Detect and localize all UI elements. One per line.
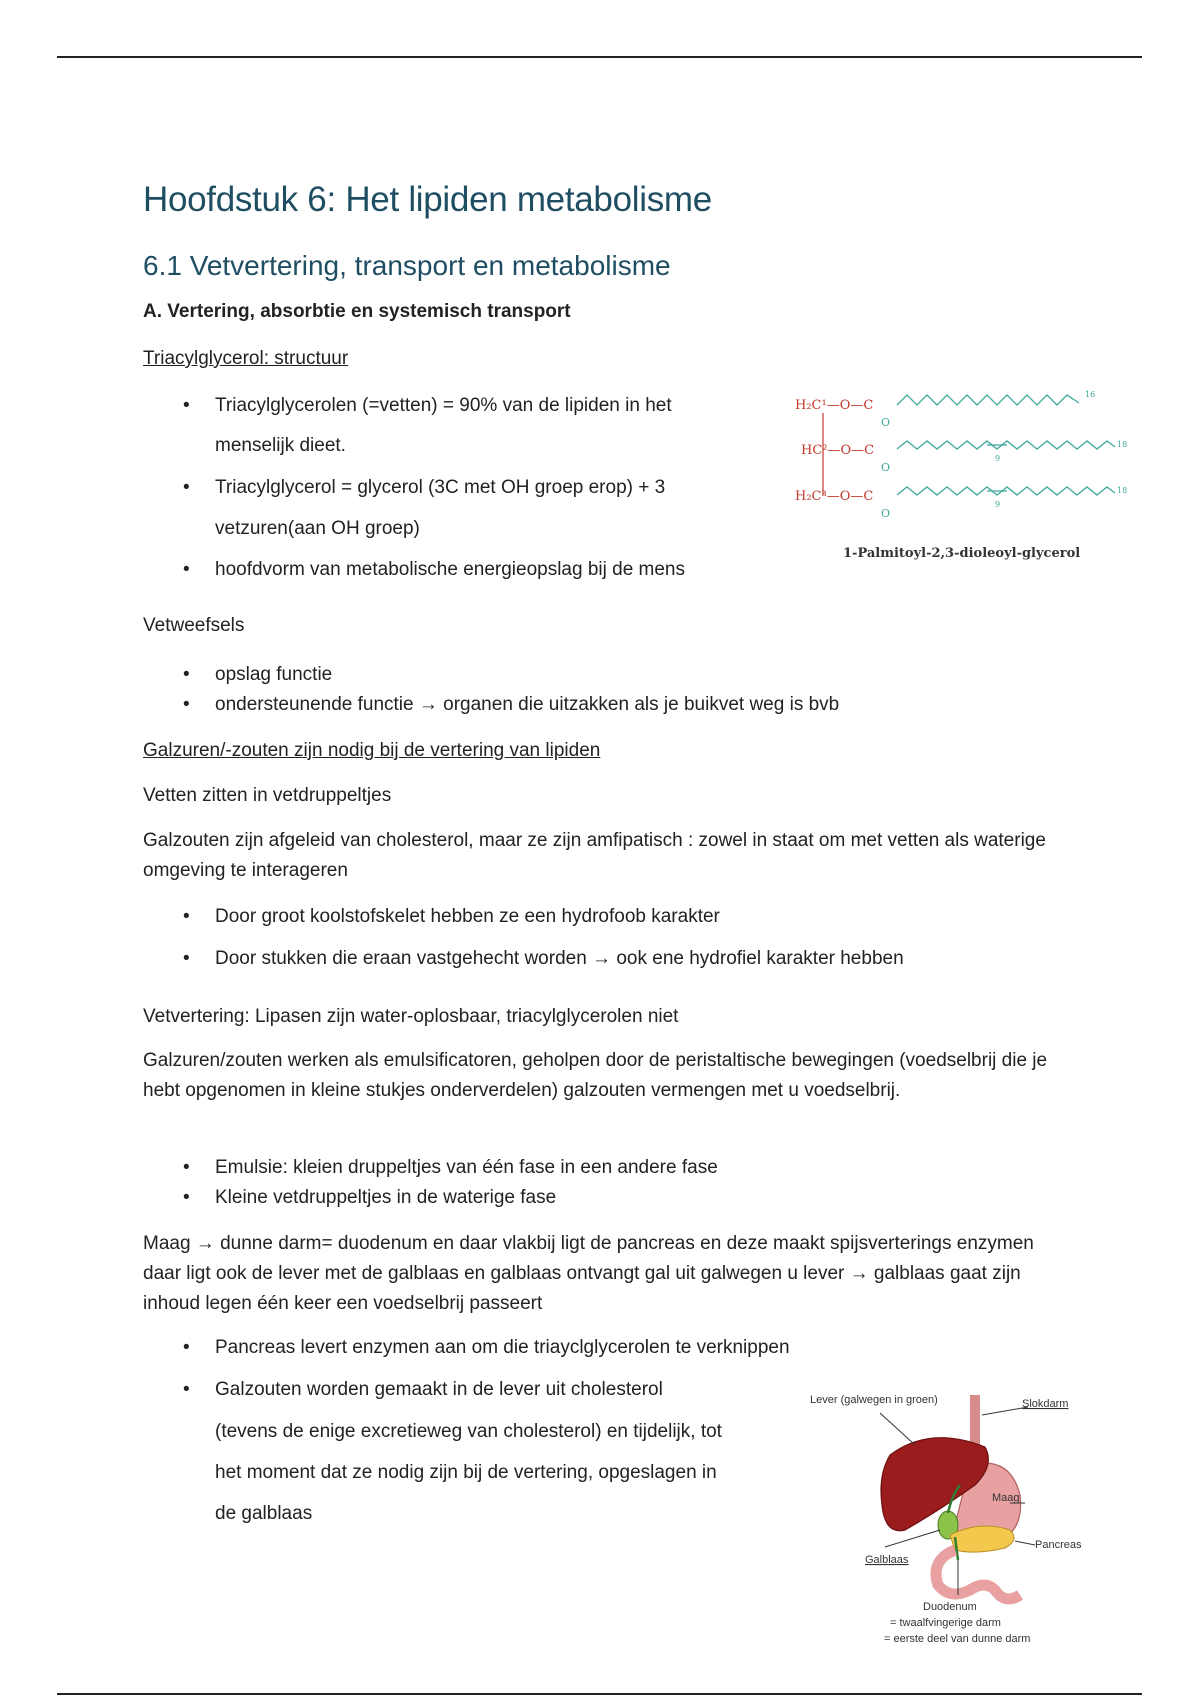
subsection-title: A. Vertering, absorbtie en systemisch transport bbox=[143, 301, 571, 322]
molecule-row-2: HC²—O—C bbox=[801, 443, 875, 458]
chain-number-18b: 18 bbox=[1117, 486, 1128, 495]
label-lever: Lever (galwegen in groen) bbox=[810, 1394, 938, 1406]
section-title: 6.1 Vetvertering, transport en metabolisme bbox=[143, 250, 671, 281]
galzuren-p1: Vetten zitten in vetdruppeltjes bbox=[143, 785, 392, 806]
galzuren-title: Galzuren/-zouten zijn nodig bij de vertering van lipiden bbox=[143, 740, 601, 761]
chain-number-16: 16 bbox=[1085, 390, 1096, 399]
carbonyl-o-1: O bbox=[881, 416, 891, 429]
label-galblaas: Galblaas bbox=[865, 1554, 909, 1566]
molecule-row-1: H₂C¹—O—C bbox=[795, 398, 874, 413]
label-maag: Maag bbox=[992, 1492, 1020, 1504]
molecule-caption: 1-Palmitoyl-2,3-dioleoyl-glycerol bbox=[843, 546, 1081, 561]
chain-number-18a: 18 bbox=[1117, 440, 1128, 449]
chapter-title: Hoofdstuk 6: Het lipiden metabolisme bbox=[143, 180, 712, 219]
carbonyl-o-3: O bbox=[881, 507, 891, 520]
vetvertering-p2: Galzuren/zouten werken als emulsificatoren, geholpen door de peristaltische bewegingen (voedselbrij die je hebt opgenomen in kleine stukjes onderverdelen) galzouten vermengen met u voedselbrij. bbox=[143, 1050, 1048, 1101]
label-slokdarm: Slokdarm bbox=[1022, 1398, 1069, 1410]
digestive-anatomy-figure bbox=[810, 1385, 1090, 1645]
vetvertering-p3: Maag → dunne darm= duodenum en daar vlakbij ligt de pancreas en deze maakt spijsverterings enzymen daar ligt ook de lever met de galblaas en galblaas ontvangt gal uit galwegen u lever → galblaas gaat zijn inhoud legen één keer een voedselbrij passeert bbox=[143, 1233, 1034, 1314]
label-duodenum-3: = eerste deel van dunne darm bbox=[884, 1633, 1031, 1645]
tag-structure-title: Triacylglycerol: structuur bbox=[143, 348, 349, 369]
label-duodenum: Duodenum bbox=[923, 1601, 977, 1613]
top-rule bbox=[57, 56, 1142, 58]
galzuren-p2: Galzouten zijn afgeleid van cholesterol, maar ze zijn amfipatisch : zowel in staat om met vetten als waterige omgeving te interageren bbox=[143, 830, 1046, 881]
bottom-rule bbox=[57, 1693, 1142, 1695]
triacylglycerol-structure-figure bbox=[795, 385, 1130, 565]
vetvertering-p1: Vetvertering: Lipasen zijn water-oplosbaar, triacylglycerolen niet bbox=[143, 1006, 679, 1027]
vetweefsels-title: Vetweefsels bbox=[143, 615, 245, 636]
carbonyl-o-2: O bbox=[881, 461, 891, 474]
double-bond-9b: 9 bbox=[995, 500, 1001, 509]
label-duodenum-2: = twaalfvingerige darm bbox=[890, 1617, 1001, 1629]
molecule-row-3: H₂C³—O—C bbox=[795, 489, 874, 504]
label-pancreas: Pancreas bbox=[1035, 1539, 1082, 1551]
double-bond-9a: 9 bbox=[995, 454, 1001, 463]
